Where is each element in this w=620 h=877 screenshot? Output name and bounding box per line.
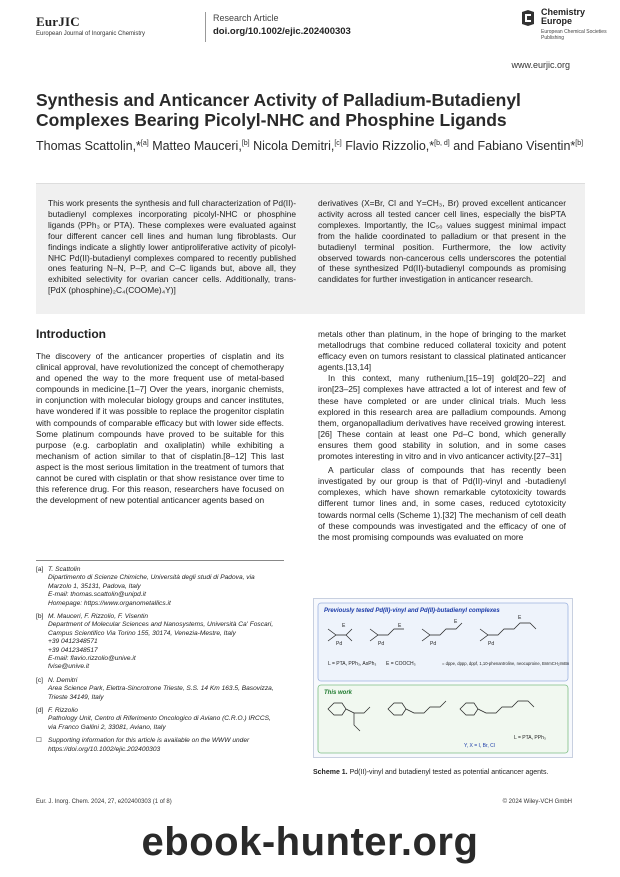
intro-right-column bbox=[318, 329, 566, 543]
affiliation-line[interactable]: E-mail: flavio.rizzolio@unive.it bbox=[48, 655, 136, 663]
affiliation-line[interactable]: Homepage: https://www.organometallics.it bbox=[48, 599, 171, 607]
affiliation-entry bbox=[36, 566, 284, 608]
scheme-legend-5: L = PTA, PPh₃ bbox=[514, 735, 546, 741]
publisher-subtitle: European Chemical Societies Publishing bbox=[541, 29, 607, 41]
affiliation-line: Area Science Park, Elettra-Sincrotrone Trieste, S.S. 14 Km 163.5, Basovizza, bbox=[48, 685, 274, 693]
intro-paragraph: The discovery of the anticancer properties of cisplatin and its clinical approval, have revolutionized the concept of chemotherapy and opened the way to the more frequent use of metal-based compounds in medicine.[1–7] Over the years, inorganic chemists, in conjunction with molecular biology groups and cancer institutes, have wondered if it was possible to replace the progenitor cisplatin with compounds of comparable efficacy but with lower side effects. Some platinum compounds have proved to be suitable for this purpose (e.g. carboplatin and oxaliplatin) while exhibiting a mechanism of action similar to that of cisplatin.[8–12] This last aspect is the most serious limitation in the treatment of tumors that cannot be cured with cisplatin or that show resistance over time to this reference drug. For this reason, researchers have focused on the development of new potential anticancer agents based on bbox=[36, 351, 284, 506]
affiliation-entry bbox=[36, 737, 284, 754]
scheme-figure bbox=[313, 598, 573, 758]
affiliation-line: fvise@unive.it bbox=[48, 663, 90, 671]
affiliation-line: +39 0412348571 bbox=[48, 638, 98, 646]
svg-text:Pd: Pd bbox=[430, 641, 437, 647]
svg-text:E: E bbox=[398, 623, 402, 629]
footer-citation: Eur. J. Inorg. Chem. 2024, 27, e202400303 (1 of 8) bbox=[36, 799, 172, 805]
affiliation-line: Supporting information for this article is available on the WWW under bbox=[48, 737, 250, 745]
affiliation-line: Trieste 34149, Italy bbox=[48, 693, 104, 701]
affiliation-entry bbox=[36, 677, 284, 702]
affiliation-rule bbox=[36, 560, 284, 561]
journal-url[interactable]: www.eurjic.org bbox=[511, 60, 570, 70]
affiliation-tag: ☐ bbox=[36, 737, 42, 745]
affiliation-line: Department of Molecular Sciences and Nanosystems, Università Ca' Foscari, bbox=[48, 621, 274, 629]
intro-left-column bbox=[36, 351, 284, 506]
publisher-logo-icon bbox=[521, 10, 535, 26]
journal-abbreviation: EurJIC bbox=[36, 14, 80, 29]
scheme-legend-3: = dppe, dppp, dppf, 1,10-phenantroline, neocuproine, BnImCH₂ImBn bbox=[442, 661, 570, 666]
affiliation-line: Dipartimento di Scienze Chimiche, Università degli studi di Padova, via bbox=[48, 574, 255, 582]
affiliation-line: +39 0412348517 bbox=[48, 646, 98, 654]
this-work-panel bbox=[318, 685, 568, 753]
previous-title: Previously tested Pd(II)-vinyl and Pd(II)-butadienyl complexes bbox=[324, 608, 500, 614]
watermark: ebook-hunter.org bbox=[141, 820, 479, 864]
scheme-legend-4: Y, X = I, Br, Cl bbox=[464, 743, 495, 749]
svg-text:E: E bbox=[518, 615, 522, 621]
affiliation-line: F. Rizzolio bbox=[48, 707, 78, 714]
abstract-right: derivatives (X=Br, Cl and Y=CH₃, Br) proved excellent anticancer activity across all tested cancer cell lines, especially the bisPTA complexes. Importantly, the IC₅₀ values suggest minimal impact from the halide coordinated to palladium or that present in the butadienyl terminal position. Furthermore, the low activity observed towards non-cancerous cells underscores the potential of these synthesized Pd(II)-butadienyl compounds as promising candidates for further investigation in anticancer research. bbox=[318, 198, 566, 285]
header-divider bbox=[205, 12, 206, 42]
article-type: Research Article bbox=[213, 13, 279, 23]
affiliation-line: via Franco Gallini 2, 33081, Aviano, Italy bbox=[48, 723, 166, 731]
intro-paragraph: metals other than platinum, in the hope of bringing to the market metallodrugs that combine reduced collateral toxicity and potent efficacy even on tumors resistant to classical platinated anticancer agents.[13,14] bbox=[318, 329, 566, 373]
affiliation-entry bbox=[36, 613, 284, 672]
section-heading-introduction: Introduction bbox=[36, 327, 106, 341]
affiliation-entry bbox=[36, 707, 284, 732]
affiliation-line: T. Scattolin bbox=[48, 566, 81, 573]
this-work-title: This work bbox=[324, 690, 353, 696]
affiliation-line: Marzolo 1, 35131, Padova, Italy bbox=[48, 582, 141, 590]
affiliation-line[interactable]: E-mail: thomas.scattolin@unipd.it bbox=[48, 591, 146, 599]
affiliation-line: M. Mauceri, F. Rizzolio, F. Visentin bbox=[48, 613, 149, 620]
affiliation-tag: [d] bbox=[36, 707, 44, 714]
publisher-name: Chemistry Europe bbox=[541, 7, 586, 26]
svg-text:Pd: Pd bbox=[488, 641, 495, 647]
abstract-left: This work presents the synthesis and full characterization of Pd(II)-butadienyl complexes incorporating picolyl-NHC or phosphine ligands (PPh₃ or PTA). These complexes were evaluated against four different cancer cell lines and human lung fibroblasts. Our findings indicate a slightly lower antiproliferative activity of picolyl-NHC Pd(II)-butadienyl complexes compared to recently published ones featuring N–N, P–P, and C–C ligands but, above all, they exhibited selectivity for ovarian cancer cells. Additionally, trans-[PdX (phosphine)₂C₄(COOMe)₄Y)] bbox=[48, 198, 296, 296]
article-title: Synthesis and Anticancer Activity of Palladium-Butadienyl Complexes Bearing Picolyl-NHC and Phosphine Ligands bbox=[36, 90, 521, 130]
footer-copyright: © 2024 Wiley-VCH GmbH bbox=[502, 799, 572, 805]
scheme-legend-1: L = PTA, PPh₃, AsPh₃ bbox=[328, 661, 377, 667]
svg-text:Pd: Pd bbox=[378, 641, 385, 647]
svg-text:E: E bbox=[342, 623, 346, 629]
affiliation-line: Pathology Unit, Centro di Riferimento Oncologico di Aviano (C.R.O.) IRCCS, bbox=[48, 715, 271, 723]
affiliation-tag: [b] bbox=[36, 613, 44, 620]
svg-text:Pd: Pd bbox=[336, 641, 343, 647]
journal-full-name: European Journal of Inorganic Chemistry bbox=[36, 31, 146, 37]
intro-paragraph: A particular class of compounds that has recently been investigated by our group is that of Pd(II)-vinyl and -butadienyl complexes, which have shown remarkable cytotoxicity towards different tumor lines and, in some cases, reduced cytotoxicity towards normal cells (Scheme 1).[32] The mechanism of cell death of these compounds was investigated and the efficacy of one of the most promising compounds was evaluated on more bbox=[318, 465, 566, 542]
intro-paragraph: In this context, many ruthenium,[15–19] gold[20–22] and iron[23–25] complexes have attracted a lot of interest and few of these have completed or are under clinical trials. Much less explored in this research area are palladium compounds. Among them, organopalladium derivatives have received growing interest.[26] These contain at least one Pd–C bond, which generally ensures them good stability in solution, and in some cases promotes interesting in vitro and in vivo anticancer activity.[27–31] bbox=[318, 373, 566, 462]
scheme-caption: Scheme 1. Pd(II)-vinyl and butadienyl tested as potential anticancer agents. bbox=[313, 769, 549, 776]
scheme-legend-2: E = COOCH₃ bbox=[386, 661, 416, 667]
affiliation-line[interactable]: https://doi.org/10.1002/ejic.202400303 bbox=[48, 745, 161, 753]
article-doi[interactable]: doi.org/10.1002/ejic.202400303 bbox=[213, 26, 351, 37]
affiliation-tag: [c] bbox=[36, 676, 43, 684]
previous-panel bbox=[318, 603, 568, 681]
affiliation-tag: [a] bbox=[36, 566, 44, 573]
affiliation-line: Campus Scientifico Via Torino 155, 30174, Venezia-Mestre, Italy bbox=[48, 629, 236, 637]
svg-text:E: E bbox=[454, 619, 458, 625]
author-list: Thomas Scattolin,*[a] Matteo Mauceri,[b] Nicola Demitri,[c] Flavio Rizzolio,*[b, d] and Fabiano Visentin*[b] bbox=[36, 139, 584, 154]
affiliation-line: N. Demitri bbox=[48, 676, 78, 684]
scheme-drawing bbox=[314, 599, 572, 757]
